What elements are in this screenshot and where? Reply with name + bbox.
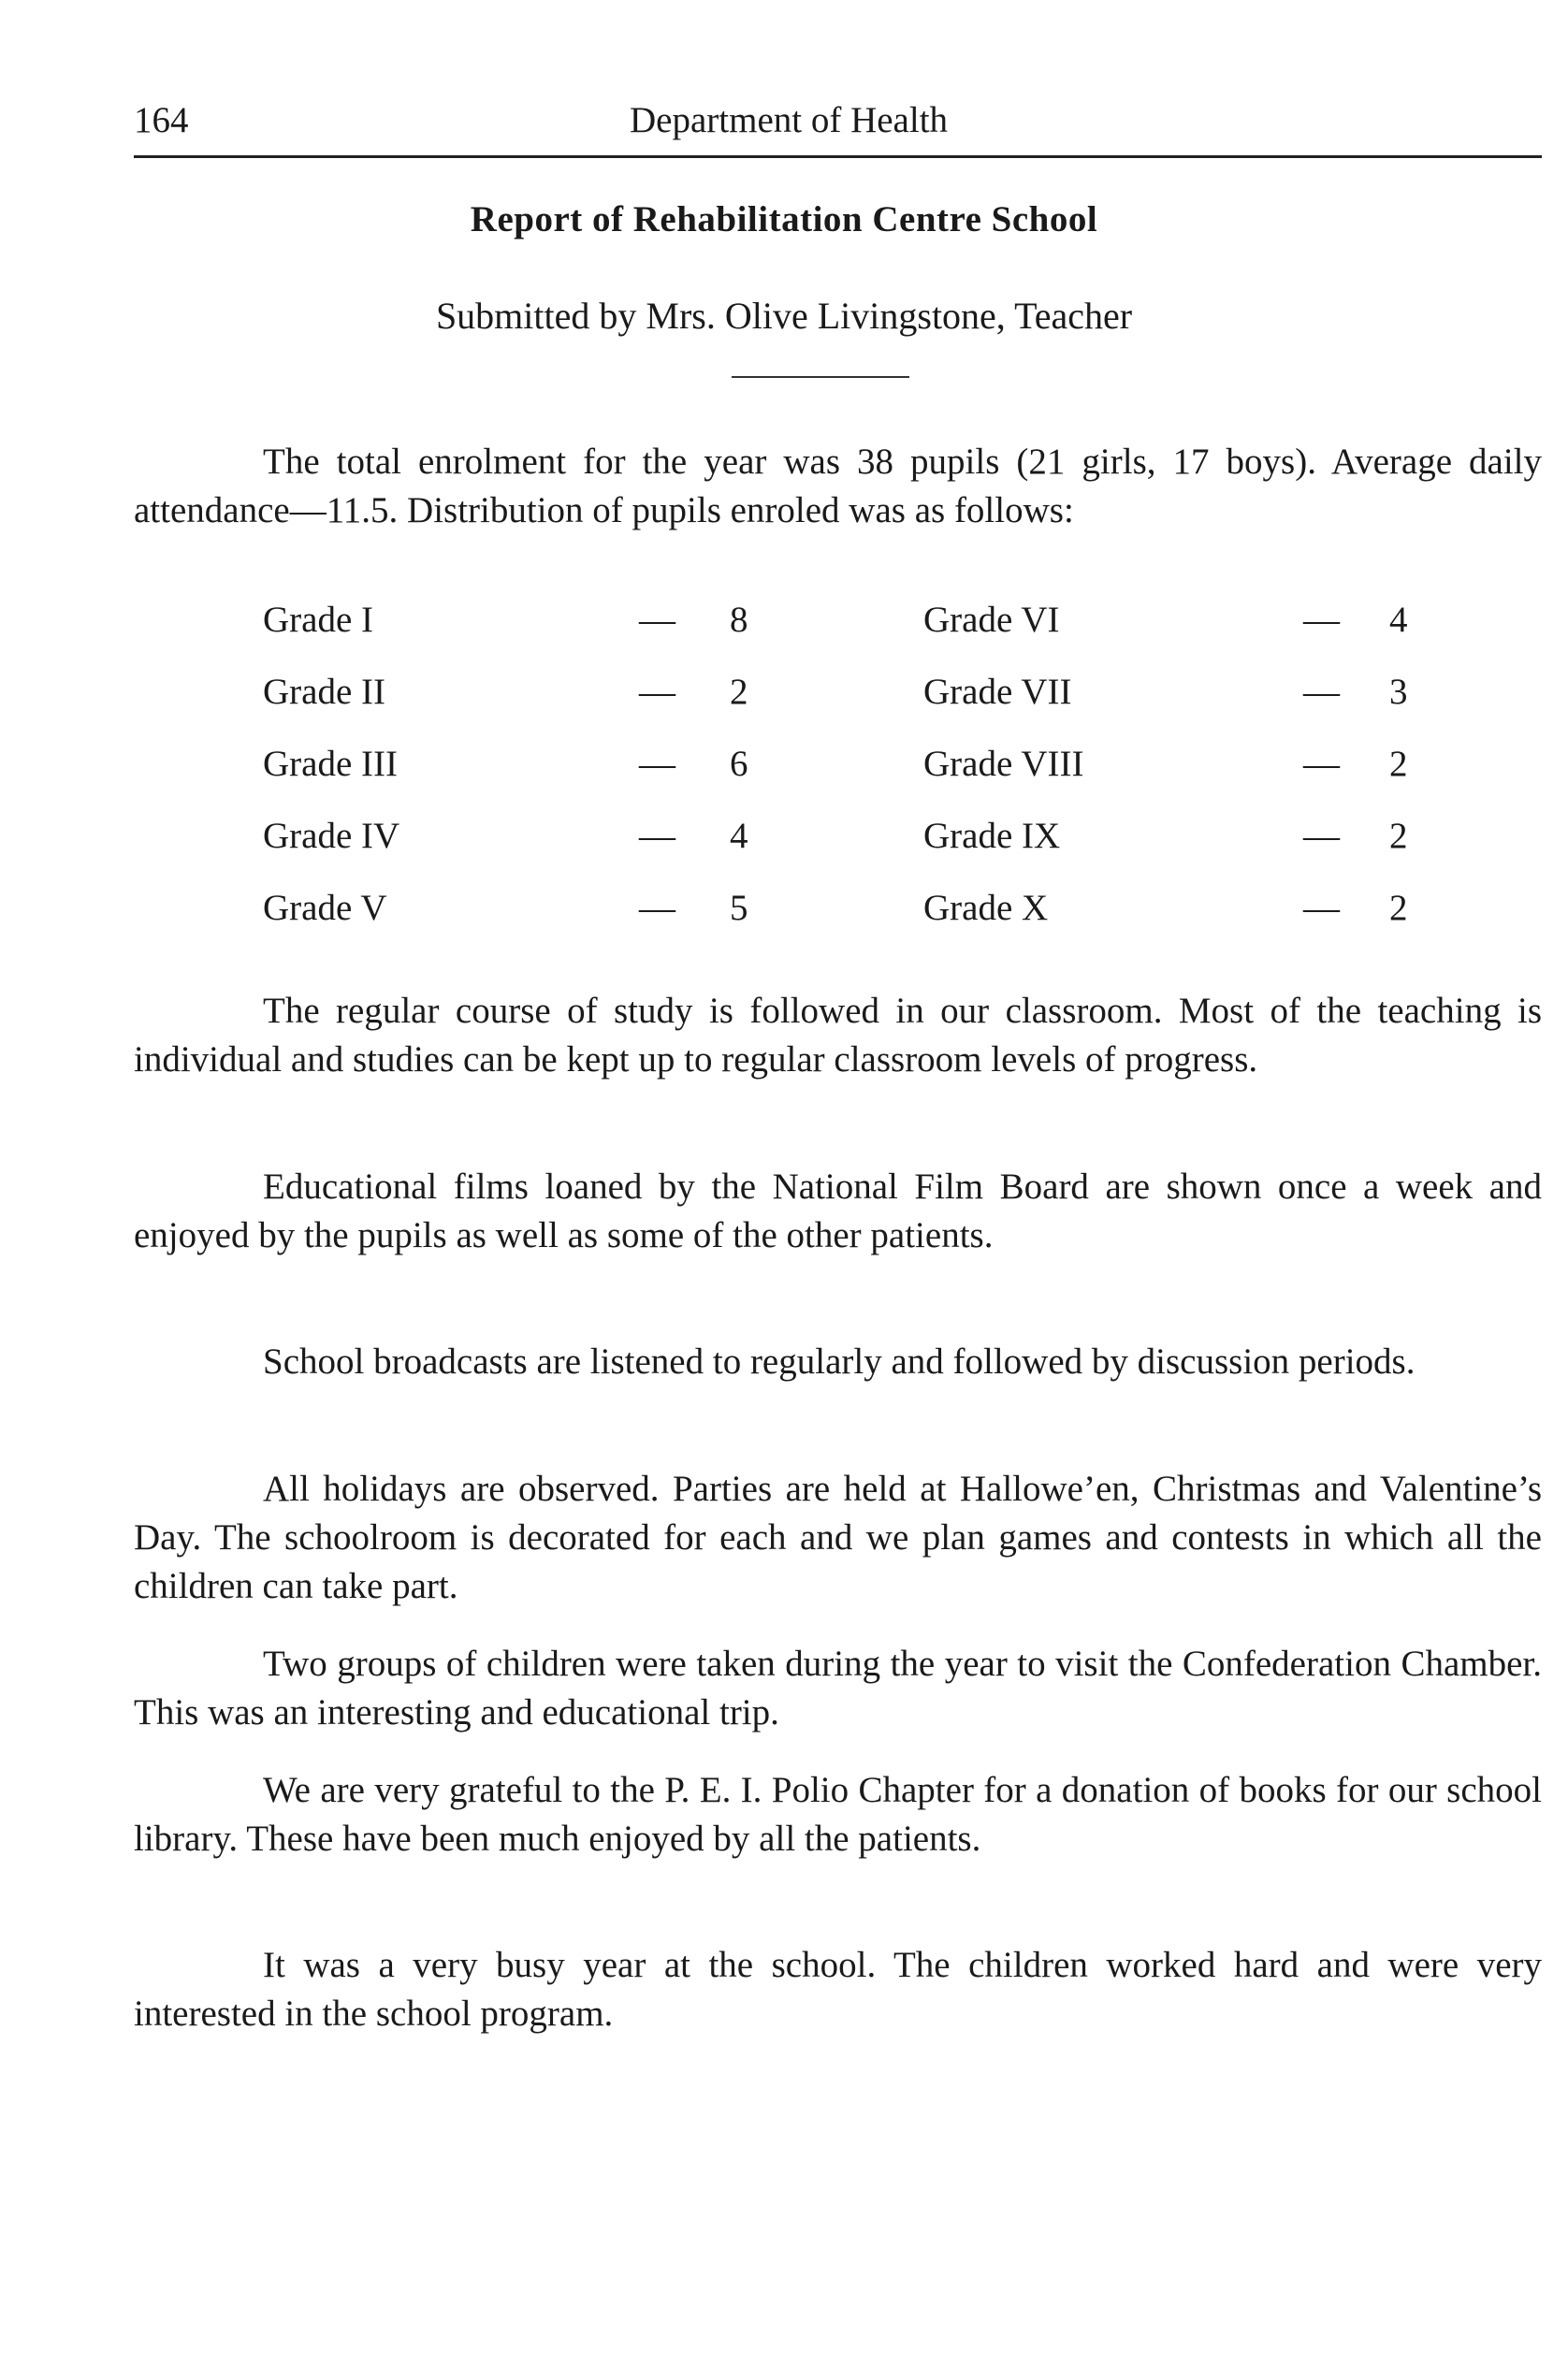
grade-dash: — [639, 600, 675, 640]
grade-dash: — [639, 744, 675, 784]
paragraph-field-trip: Two groups of children were taken during the year to visit the Confederation Chamber. This was an interesting and educational trip. [134, 1644, 1542, 1733]
title-divider [732, 376, 909, 378]
grade-label: Grade IX [923, 816, 1061, 856]
grade-label: Grade III [263, 744, 398, 784]
paragraph-school-broadcasts: School broadcasts are listened to regularly and followed by discussion periods. [263, 1341, 1416, 1382]
report-title: Report of Rehabilitation Centre School [470, 199, 1098, 239]
grade-label: Grade VIII [923, 744, 1084, 784]
grade-count: 4 [1389, 600, 1408, 640]
grade-dash: — [1303, 600, 1340, 640]
grade-label: Grade V [263, 888, 387, 928]
grade-dash: — [1303, 888, 1340, 928]
grade-dash: — [639, 672, 675, 712]
grade-dash: — [1303, 744, 1340, 784]
paragraph-course-of-study: The regular course of study is followed in our classroom. Most of the teaching is individual and studies can be kept up to regular classroom levels of progress. [134, 991, 1542, 1080]
paragraph-closing: It was a very busy year at the school. The children worked hard and were very interested in the school program. [134, 1945, 1542, 2034]
grade-entry [134, 815, 1542, 871]
grade-count: 2 [1389, 888, 1408, 928]
grade-count: 3 [1389, 672, 1408, 712]
grade-label: Grade VI [923, 600, 1060, 640]
grade-count: 2 [1389, 744, 1408, 784]
grade-count: 4 [730, 816, 748, 856]
paragraph-enrolment: The total enrolment for the year was 38 pupils (21 girls, 17 boys). Average daily attendance—11.5. Distribution of pupils enroled was as follows: [134, 442, 1542, 530]
grade-count: 2 [730, 672, 748, 712]
grade-label: Grade I [263, 600, 374, 640]
grade-count: 2 [1389, 816, 1408, 856]
grade-count: 5 [730, 888, 748, 928]
paragraph-library-donation: We are very grateful to the P. E. I. Polio Chapter for a donation of books for our school library. These have been much enjoyed by all the patients. [134, 1770, 1542, 1859]
running-title: Department of Health [630, 100, 949, 140]
grade-dash: — [639, 888, 675, 928]
grade-count: 8 [730, 600, 748, 640]
header-rule [134, 155, 1542, 158]
grade-entry [134, 743, 1542, 799]
grade-entry [134, 599, 1542, 655]
grade-entry [134, 887, 1542, 943]
page-number: 164 [134, 100, 189, 140]
grade-dash: — [1303, 816, 1340, 856]
grade-label: Grade IV [263, 816, 400, 856]
running-head [134, 94, 1542, 153]
grade-label: Grade VII [923, 672, 1072, 712]
grade-dash: — [1303, 672, 1340, 712]
grade-distribution [134, 599, 1542, 945]
paragraph-educational-films: Educational films loaned by the National Film Board are shown once a week and enjoyed by the pupils as well as some of the other patients. [134, 1167, 1542, 1255]
grade-label: Grade X [923, 888, 1049, 928]
grade-label: Grade II [263, 672, 385, 712]
report-byline: Submitted by Mrs. Olive Livingstone, Teacher [435, 295, 1133, 337]
grade-dash: — [639, 816, 675, 856]
grade-count: 6 [730, 744, 748, 784]
grade-entry [134, 671, 1542, 727]
paragraph-holidays: All holidays are observed. Parties are held at Hallowe’en, Christmas and Valentine’s Day. The schoolroom is decorated for each and we plan games and contests in which all the children can take part. [134, 1469, 1542, 1606]
